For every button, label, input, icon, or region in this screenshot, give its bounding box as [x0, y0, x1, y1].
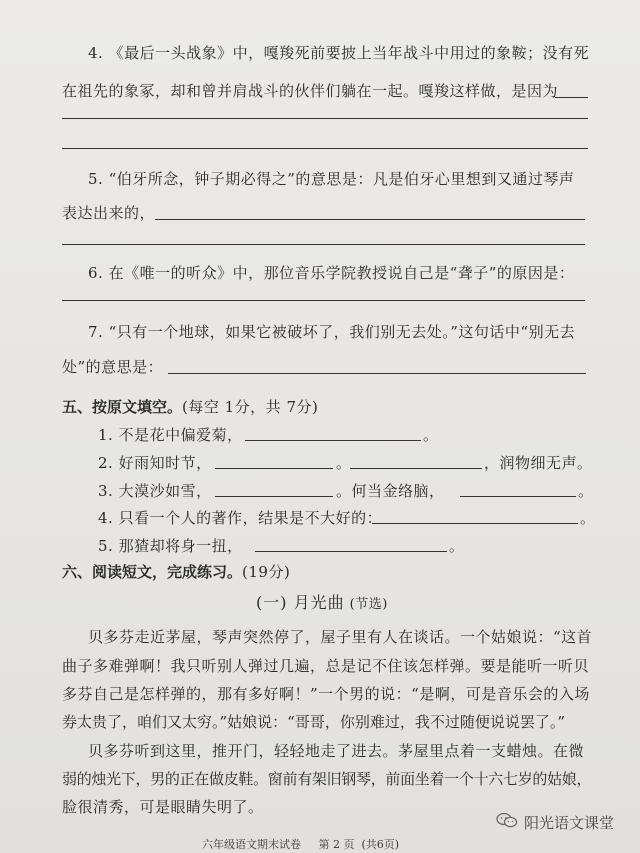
- passage-title: (一) 月光曲: [256, 593, 345, 612]
- passage-line-1: 贝多芬走近茅屋，琴声突然停了，屋子里有人在谈话。一个姑娘说：“这首: [88, 628, 593, 646]
- fill-item-2-blank-2[interactable]: [350, 468, 482, 469]
- fill-item-3-end: 。: [578, 482, 594, 500]
- q7-line2: 处”的意思是：: [62, 358, 164, 376]
- passage-title-row: [256, 590, 388, 613]
- fill-item-1-end: 。: [423, 426, 439, 444]
- fill-item-5-end: 。: [449, 537, 465, 555]
- q5-answer-blank-1[interactable]: [155, 219, 585, 220]
- fill-item-3-blank-2[interactable]: [460, 496, 576, 497]
- fill-item-5-blank[interactable]: [255, 551, 447, 552]
- q4-answer-blank-2[interactable]: [62, 118, 588, 119]
- fill-item-4-blank[interactable]: [372, 523, 578, 524]
- passage-line-3: 多芬自己是怎样弹的，那有多好啊！”一个男的说：“是啊，可是音乐会的入场: [62, 685, 590, 703]
- q4-line2: 在祖先的象冢，却和曾并肩战斗的伙伴们躺在一起。嘎羧这样做，是因为: [62, 82, 559, 100]
- passage-line-5: 贝多芬听到这里，推开门，轻轻地走了进去。茅屋里点着一支蜡烛。在微: [88, 742, 585, 760]
- q6-line1: 6. 在《唯一的听众》中，那位音乐学院教授说自己是“聋子”的原因是：: [88, 264, 575, 282]
- passage-line-6: 弱的烛光下，男的正在做皮鞋。窗前有架旧钢琴，前面坐着一个十六七岁的姑娘，: [62, 770, 592, 788]
- fill-item-3-blank-1[interactable]: [215, 496, 333, 497]
- fill-item-1: 1. 不是花中偏爱菊，: [98, 426, 243, 444]
- section6-score: (19分): [242, 563, 291, 581]
- fill-item-2-mid: 。: [336, 454, 352, 472]
- fill-item-1-blank[interactable]: [245, 440, 421, 441]
- q5-line2: 表达出来的，: [62, 204, 156, 222]
- section5-heading: [62, 396, 318, 417]
- passage-subtitle: (节选): [349, 597, 388, 612]
- fill-item-4-end: 。: [580, 509, 596, 527]
- fill-item-4: 4. 只看一个人的著作，结果是不大好的：: [98, 509, 383, 527]
- q4-answer-blank-1[interactable]: [555, 97, 588, 98]
- q5-line1: 5. “伯牙所念，钟子期必得之”的意思是：凡是伯牙心里想到又通过琴声: [88, 170, 575, 188]
- fill-item-3-mid: 。何当金络脑，: [336, 482, 445, 500]
- footer-total-pages: (共6页): [361, 838, 400, 851]
- section6-title: 六、阅读短文，完成练习。: [62, 563, 243, 581]
- section5-title: 五、按原文填空。: [62, 398, 183, 416]
- passage-line-2: 曲子多难弹啊！我只听别人弹过几遍，总是记不住该怎样弹。要是能听一听贝: [62, 657, 590, 675]
- fill-item-2-blank-1[interactable]: [215, 468, 333, 469]
- section5-score: (每空 1分，共 7分): [182, 398, 319, 416]
- footer-exam-name: 六年级语文期末试卷: [202, 838, 301, 851]
- page-footer: [202, 836, 399, 852]
- passage-line-7: 脸很清秀，可是眼睛失明了。: [62, 798, 264, 816]
- fill-item-5: 5. 那猹却将身一扭，: [98, 537, 243, 555]
- q6-answer-blank[interactable]: [62, 300, 585, 301]
- q7-answer-blank[interactable]: [168, 373, 586, 374]
- fill-item-3: 3. 大漠沙如雪，: [98, 482, 212, 500]
- section6-heading: [62, 561, 290, 582]
- fill-item-2-end: ，润物细无声。: [484, 454, 593, 472]
- q7-line1: 7. “只有一个地球，如果它被破坏了，我们别无去处。”这句话中“别无去: [88, 323, 576, 341]
- q4-line1: 4. 《最后一头战象》中，嘎羧死前要披上当年战斗中用过的象鞍；没有死: [88, 44, 590, 62]
- q5-answer-blank-2[interactable]: [62, 244, 585, 245]
- fill-item-2: 2. 好雨知时节，: [98, 454, 212, 472]
- wechat-icon: [496, 812, 518, 828]
- watermark-text: 阳光语文课堂: [524, 814, 615, 832]
- q4-answer-blank-3[interactable]: [62, 148, 588, 149]
- footer-page-number: 第 2 页: [318, 838, 355, 851]
- passage-line-4: 券太贵了，咱们又太穷。”姑娘说：“哥哥，你别难过，我不过随便说说罢了。”: [62, 713, 566, 731]
